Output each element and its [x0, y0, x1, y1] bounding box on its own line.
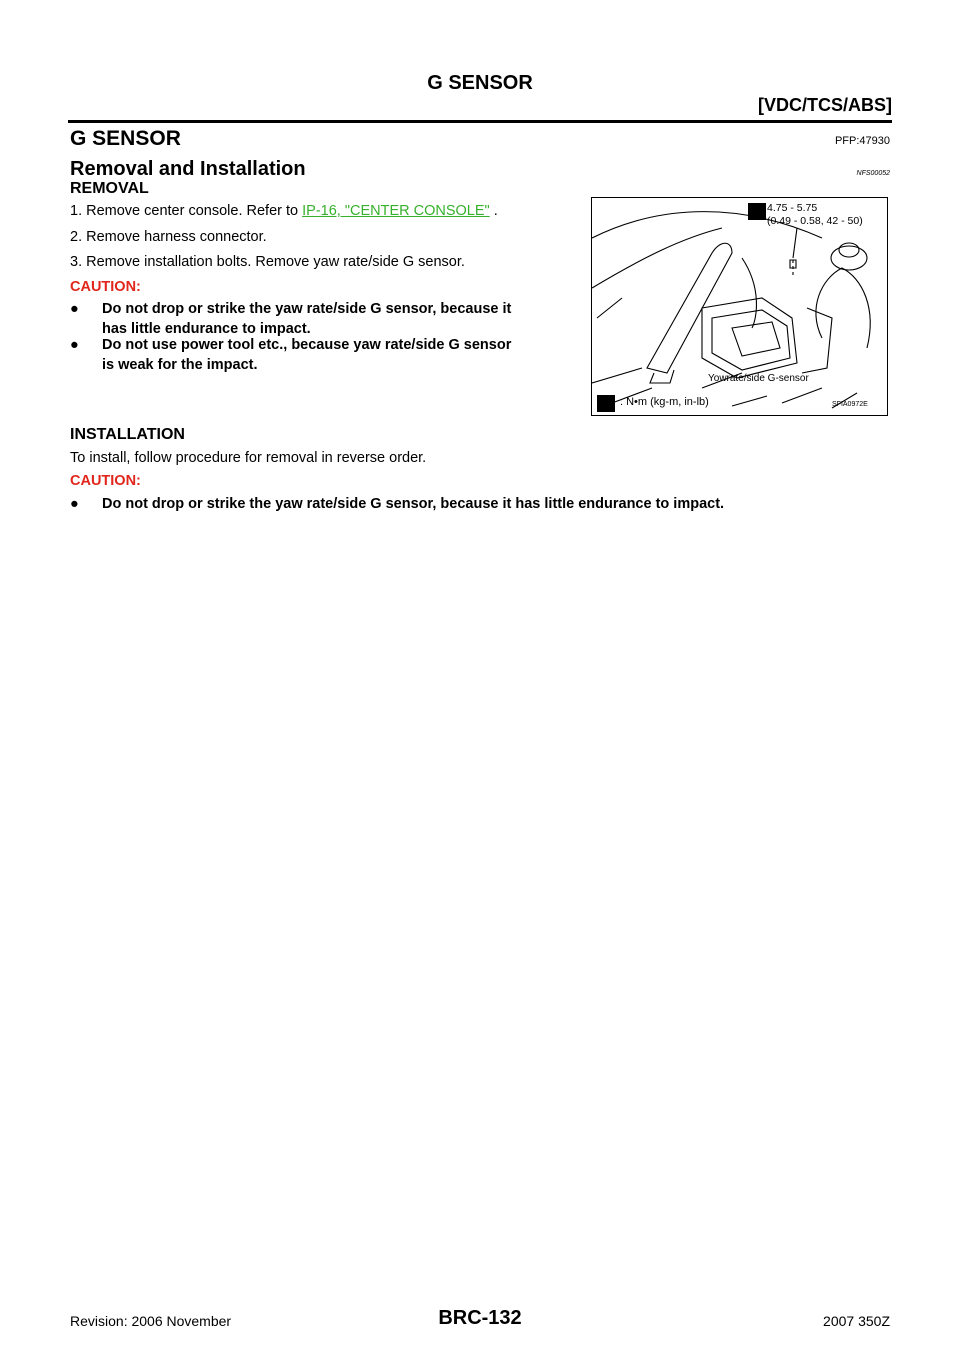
bullet-icon: ●	[70, 337, 79, 353]
step-1-suffix: .	[489, 203, 498, 219]
figure-code: SFIA0972E	[832, 401, 868, 408]
sub-heading: Removal and Installation	[70, 158, 306, 180]
header-divider	[68, 120, 892, 123]
removal-step-2: 2. Remove harness connector.	[70, 229, 267, 245]
sensor-callout-label: Yowrate/side G-sensor	[708, 373, 809, 384]
sensor-location-figure	[591, 197, 888, 416]
bullet-icon: ●	[70, 301, 79, 317]
torque-wrench-legend-icon	[597, 395, 615, 412]
section-code: NFS00052	[856, 170, 890, 177]
part-number: PFP:47930	[834, 135, 890, 147]
page-header-section: [VDC/TCS/ABS]	[758, 95, 892, 115]
removal-step-1	[70, 203, 498, 219]
page-header-title: G SENSOR	[427, 72, 533, 94]
bullet-line: is weak for the impact.	[102, 357, 258, 373]
torque-units-legend: : N•m (kg-m, in-lb)	[620, 396, 709, 408]
center-console-link[interactable]: IP-16, "CENTER CONSOLE"	[302, 203, 490, 219]
installation-heading: INSTALLATION	[70, 426, 185, 443]
removal-heading: REMOVAL	[70, 180, 149, 197]
torque-value-alt-units: (0.49 - 0.58, 42 - 50)	[767, 215, 863, 227]
torque-wrench-icon	[748, 203, 766, 220]
bullet-line: Do not use power tool etc., because yaw rate/side G sensor	[102, 337, 512, 353]
removal-caution-bullet-2	[70, 335, 590, 375]
footer-model: 2007 350Z	[823, 1313, 890, 1329]
bullet-line: Do not drop or strike the yaw rate/side G sensor, because it	[102, 301, 512, 317]
installation-caution-bullet-1	[70, 494, 870, 514]
removal-step-3: 3. Remove installation bolts. Remove yaw rate/side G sensor.	[70, 254, 465, 270]
removal-caution-label: CAUTION:	[70, 279, 141, 295]
footer-revision: Revision: 2006 November	[70, 1313, 232, 1329]
main-heading: G SENSOR	[70, 127, 181, 150]
bullet-line: has little endurance to impact.	[102, 321, 311, 337]
step-1-text: 1. Remove center console. Refer to	[70, 203, 303, 219]
installation-caution-label: CAUTION:	[70, 473, 141, 489]
bullet-icon: ●	[70, 496, 79, 512]
bullet-line: Do not drop or strike the yaw rate/side G sensor, because it has little endurance to impact.	[102, 496, 725, 512]
torque-value: 4.75 - 5.75	[767, 202, 818, 214]
footer-page-number: BRC-132	[438, 1307, 522, 1329]
installation-instruction: To install, follow procedure for removal in reverse order.	[70, 450, 427, 466]
removal-caution-bullet-1	[70, 299, 590, 339]
